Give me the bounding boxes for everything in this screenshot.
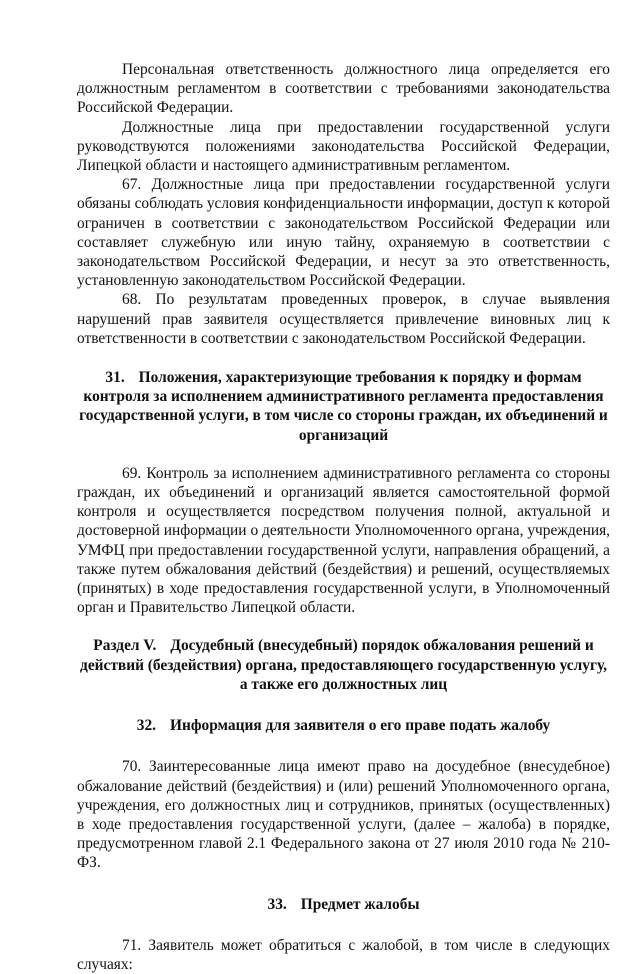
- section-5-heading: [77, 636, 610, 694]
- heading-31-text: Положения, характеризующие требования к порядку и формам контроля за исполнением административного регламента предоставления государственной услуги, в том числе со стороны граждан, их объединений и организаций: [79, 369, 608, 444]
- document-page: [77, 60, 610, 974]
- heading-32-text: Информация для заявителя о его праве подать жалобу: [170, 717, 551, 735]
- paragraph-69: 69. Контроль за исполнением административного регламента со стороны граждан, их объединений и организаций является самостоятельной формой контроля и осуществляется посредством получения полной, актуальной и достоверной информации о деятельности Уполномоченного органа, учреждения, УМФЦ при предоставлении государственной услуги, направления обращений, а также путем обжалования действий (бездействия) и решений, осуществляемых (принятых) в ходе предоставления государственной услуги, в Уполномоченный орган и Правительство Липецкой области.: [77, 464, 610, 617]
- paragraph-71: 71. Заявитель может обратиться с жалобой, в том числе в следующих случаях:: [77, 936, 610, 973]
- paragraph-personal-responsibility: Персональная ответственность должностного лица определяется его должностным регламентом в соответствии с требованиями законодательства Российской Федерации.: [77, 61, 610, 117]
- heading-33-text: Предмет жалобы: [300, 895, 420, 913]
- heading-31: [77, 368, 610, 445]
- heading-32: [77, 716, 610, 735]
- paragraph-68: 68. По результатам проведенных проверок, в случае выявления нарушений прав заявителя осуществляется привлечение виновных лиц к ответственности в соответствии с законодательством Российской Федерации.: [77, 291, 610, 347]
- paragraph-officials-guided: Должностные лица при предоставлении государственной услуги руководствуются положениями законодательства Российской Федерации, Липецкой области и настоящего административным регламентом.: [77, 118, 610, 175]
- section-5-text: Досудебный (внесудебный) порядок обжалования решений и действий (бездействия) органа, предоставляющего государственную услугу, а также его должностных лиц: [80, 637, 607, 693]
- paragraph-70: 70. Заинтересованные лица имеют право на досудебное (внесудебное) обжалование действий (бездействия) и (или) решений Уполномоченного органа, учреждения, его должностных лиц и сотрудников, принятых (осуществленных) в ходе предоставления государственной услуги, (далее – жалоба) в порядке, предусмотренном главой 2.1 Федерального закона от 27 июля 2010 года № 210-ФЗ.: [77, 758, 610, 872]
- heading-31-number: 31.: [105, 369, 125, 387]
- paragraph-67: 67. Должностные лица при предоставлении государственной услуги обязаны соблюдать условия конфиденциальности информации, доступ к которой ограничен в соответствии с законодательством Российской Федерации или составляет служебную или иную тайну, охраняемую в соответствии с законодательством Российской Федерации, и несут за это ответственность, установленную законодательством Российской Федерации.: [77, 176, 610, 290]
- heading-33: [77, 895, 610, 914]
- section-5-number: Раздел V.: [93, 637, 157, 655]
- heading-33-number: 33.: [267, 895, 287, 913]
- heading-32-number: 32.: [136, 717, 157, 735]
